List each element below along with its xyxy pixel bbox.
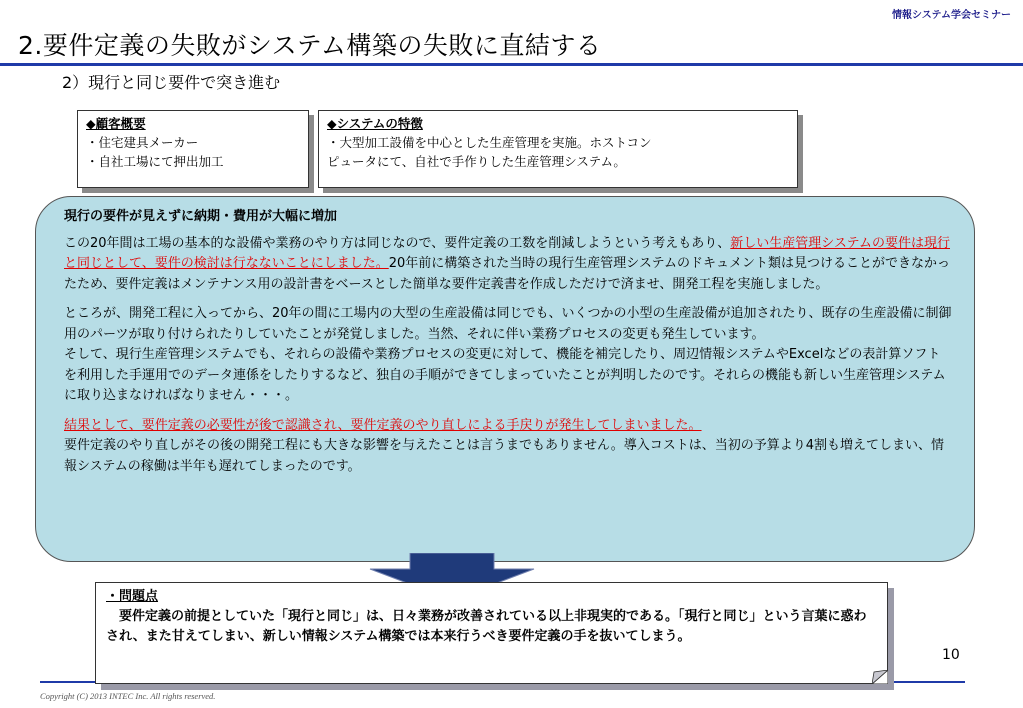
copyright-notice: Copyright (C) 2013 INTEC Inc. All rights reserved. (40, 691, 216, 701)
customer-overview-heading: ◆顧客概要 (86, 116, 146, 131)
case-description-panel (35, 196, 975, 562)
case-paragraph-1-rest: 20年前に構築された当時の現行生産管理システムのドキュメント類は見つけることができなかったため、要件定義はメンテナンス用の設計書をベースとした簡単な要件定義書を作成しただけで済ませ、開発工程を実施しました。 (64, 256, 950, 292)
case-paragraph-4 (64, 416, 952, 478)
problem-heading: ・問題点 (106, 589, 159, 604)
highlight-decision: 新しい生産管理システムの要件は現行と同じとして、要件の検討は行なないことにしました。 (64, 235, 950, 271)
case-paragraph-3: そして、現行生産管理システムでも、それらの設備や業務プロセスの変更に対して、機能を補完したり、周辺情報システムやExcelなどの表計算ソフトを利用した手運用でのデータ連係をしたりするなど、独自の手順ができてしまっていたことが判明したのです。それらの機能も新しい生産管理システムに取り込まなければなりません・・・。 (64, 347, 946, 403)
page-title: 2.要件定義の失敗がシステム構築の失敗に直結する (18, 31, 602, 60)
highlight-result: 結果として、要件定義の必要性が後で認識され、要件定義のやり直しによる手戻りが発生してしまいました。 (64, 417, 702, 433)
title-divider (0, 63, 1023, 66)
case-paragraph-4-rest: 要件定義のやり直しがその後の開発工程にも大きな影響を与えたことは言うまでもありません。導入コストは、当初の予算より4割も増えてしまい、情報システムの稼働は半年も遅れてしまったのです。 (64, 438, 945, 474)
system-features-heading: ◆システムの特徴 (327, 116, 423, 131)
system-features-line: ・大型加工設備を中心とした生産管理を実施。ホストコン (327, 135, 652, 150)
problem-box (95, 582, 888, 684)
problem-body: 要件定義の前提としていた「現行と同じ」は、日々業務が改善されている以上非現実的である。「現行と同じ」という言葉に惑わされ、また甘えてしまい、新しい情報システム構築では本来行うべき要件定義の手を抜いてしまう。 (106, 609, 867, 644)
case-heading: 現行の要件が見えずに納期・費用が大幅に増加 (64, 209, 338, 224)
customer-overview-box (77, 110, 309, 188)
folded-corner-icon (872, 670, 888, 684)
page-number: 10 (942, 647, 960, 663)
page-subtitle: 2）現行と同じ要件で突き進む (62, 73, 281, 92)
case-paragraph-1 (64, 234, 952, 296)
case-paragraph-1-intro: この20年間は工場の基本的な設備や業務のやり方は同じなので、要件定義の工数を削減しようという考えもあり、 (64, 235, 731, 251)
seminar-tag: 情報システム学会セミナー (892, 10, 1011, 21)
customer-overview-line: ・自社工場にて押出加工 (86, 154, 224, 169)
case-paragraph-2: ところが、開発工程に入ってから、20年の間に工場内の大型の生産設備は同じでも、いくつかの小型の生産設備が追加されたり、既存の生産設備に制御用のパーツが取り付けられたりしていたことが発覚しました。当然、それに伴い業務プロセスの変更も発生しています。 (64, 306, 952, 342)
customer-overview-line: ・住宅建具メーカー (86, 135, 199, 150)
system-features-box (318, 110, 798, 188)
system-features-line: ピュータにて、自社で手作りした生産管理システム。 (327, 154, 626, 169)
